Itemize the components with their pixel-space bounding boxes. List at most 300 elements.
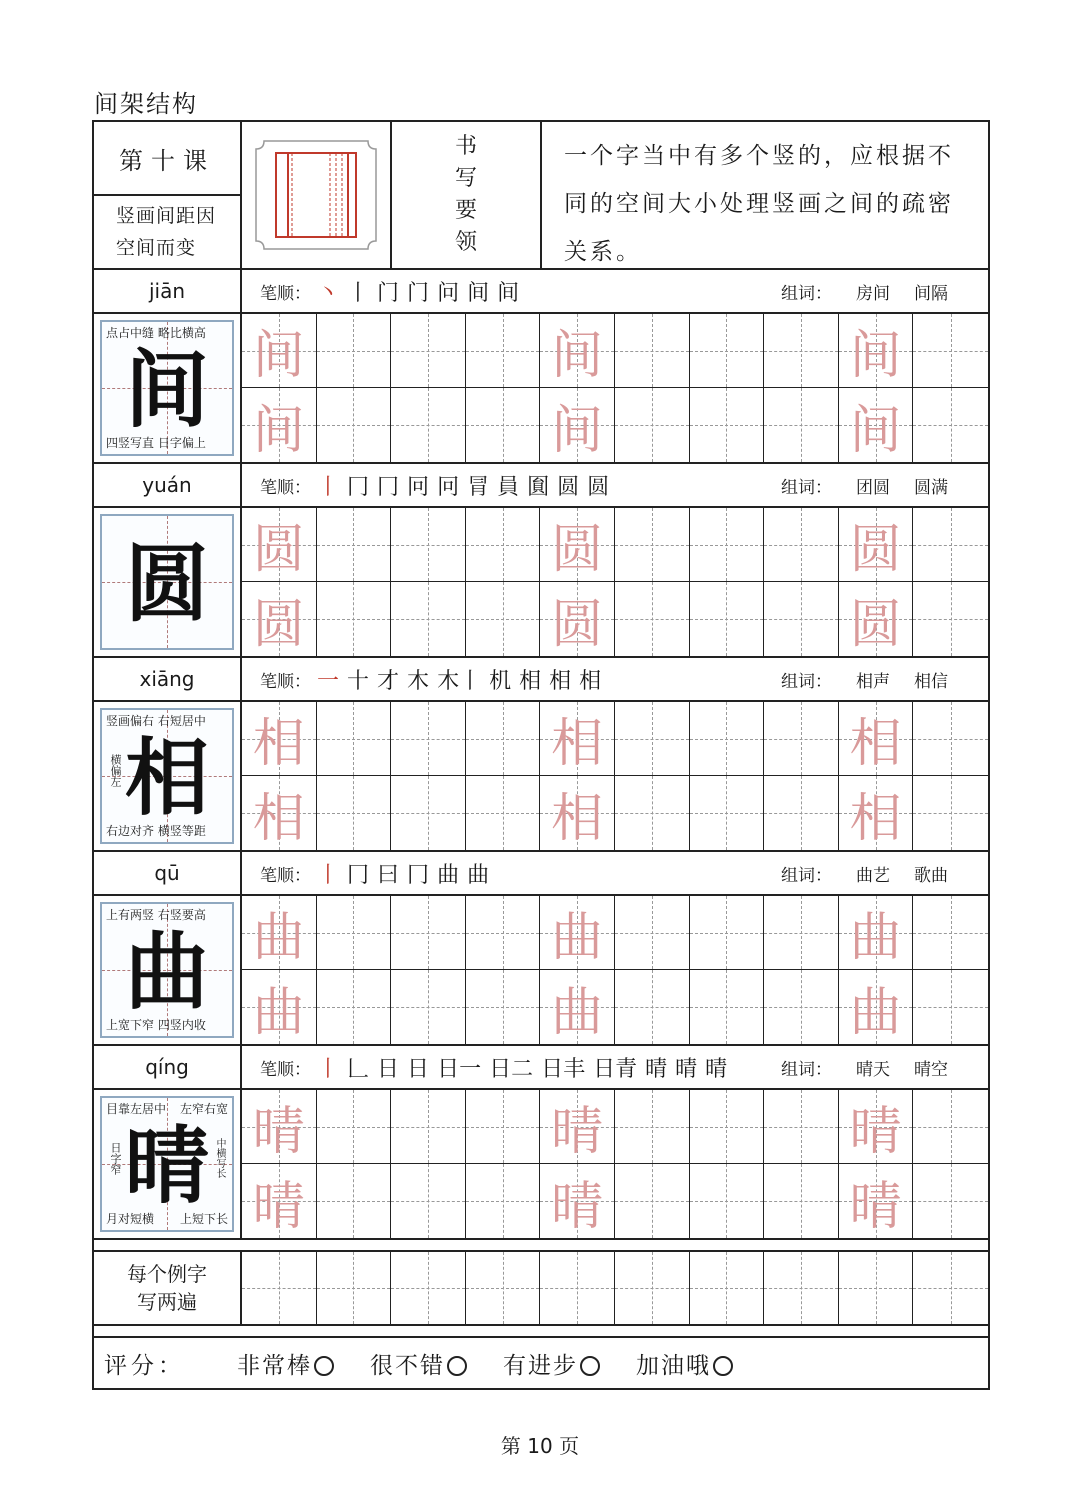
trace-character: 晴 bbox=[849, 1176, 902, 1237]
example-character: 曲 bbox=[124, 922, 209, 1021]
pinyin: xiāng bbox=[94, 658, 242, 700]
stroke-step: 𠃊 bbox=[347, 1056, 370, 1082]
practice-cell[interactable] bbox=[615, 702, 690, 776]
trace-character: 晴 bbox=[551, 1176, 604, 1237]
stroke-step: 日青 bbox=[593, 1056, 638, 1082]
lesson-subtitle bbox=[94, 196, 240, 268]
practice-cell[interactable] bbox=[839, 388, 914, 462]
practice-cell[interactable] bbox=[242, 896, 317, 970]
circle-checkbox-icon[interactable] bbox=[447, 1356, 467, 1376]
score-option-keep-going[interactable] bbox=[636, 1347, 733, 1380]
practice-cell[interactable] bbox=[242, 582, 317, 656]
practice-cell[interactable] bbox=[913, 970, 988, 1044]
practice-cell[interactable] bbox=[317, 582, 392, 656]
practice-cell[interactable] bbox=[764, 776, 839, 850]
practice-cell[interactable] bbox=[615, 508, 690, 582]
circle-checkbox-icon[interactable] bbox=[580, 1356, 600, 1376]
practice-cell[interactable] bbox=[540, 896, 615, 970]
stroke-step: 曰 bbox=[377, 862, 400, 888]
trace-character: 晴 bbox=[252, 1102, 305, 1162]
character-block bbox=[94, 464, 988, 658]
stroke-step: 日二 bbox=[489, 1056, 534, 1082]
word-group bbox=[781, 270, 948, 312]
practice-cell[interactable] bbox=[690, 582, 765, 656]
practice-cell[interactable] bbox=[615, 582, 690, 656]
example-character: 间 bbox=[124, 340, 209, 439]
practice-cell[interactable] bbox=[391, 776, 466, 850]
page-number: 第 10 页 bbox=[500, 1434, 580, 1458]
example-cell bbox=[94, 314, 242, 462]
example-word: 相声 bbox=[856, 671, 890, 692]
practice-row bbox=[94, 314, 988, 462]
practice-cell[interactable] bbox=[690, 970, 765, 1044]
practice-cell[interactable] bbox=[242, 314, 317, 388]
character-info-row bbox=[94, 1046, 988, 1090]
practice-cell[interactable] bbox=[913, 896, 988, 970]
practice-cell[interactable] bbox=[391, 702, 466, 776]
practice-cell[interactable] bbox=[764, 1090, 839, 1164]
trace-character: 相 bbox=[849, 788, 902, 849]
practice-cell[interactable] bbox=[690, 314, 765, 388]
stroke-step: 门 bbox=[407, 280, 430, 306]
writing-requirement: 一个字当中有多个竖的，应根据不同的空间大小处理竖画之间的疏密关系。 bbox=[564, 143, 954, 265]
trace-character: 间 bbox=[551, 400, 604, 461]
stroke-order bbox=[242, 658, 988, 700]
stroke-order bbox=[242, 1046, 988, 1088]
example-word: 歌曲 bbox=[914, 865, 948, 886]
practice-cell[interactable] bbox=[615, 776, 690, 850]
practice-cell[interactable] bbox=[466, 508, 541, 582]
practice-cell[interactable] bbox=[242, 508, 317, 582]
worksheet bbox=[92, 120, 990, 1390]
practice-cell[interactable] bbox=[615, 1252, 690, 1324]
score-option-great[interactable] bbox=[237, 1347, 334, 1380]
score-option-label: 加油哦 bbox=[636, 1352, 711, 1379]
stroke-step: 丶 bbox=[317, 280, 340, 306]
stroke-step: 冐 bbox=[467, 474, 490, 500]
practice-cell[interactable] bbox=[391, 1090, 466, 1164]
practice-row bbox=[94, 1090, 988, 1238]
practice-cell[interactable] bbox=[764, 1164, 839, 1238]
practice-cell[interactable] bbox=[466, 1090, 541, 1164]
writing-tip: 日字窄 bbox=[109, 1142, 122, 1175]
practice-cell[interactable] bbox=[615, 896, 690, 970]
pinyin: jiān bbox=[94, 270, 242, 312]
practice-cell[interactable] bbox=[540, 776, 615, 850]
example-cell bbox=[94, 508, 242, 656]
practice-cell[interactable] bbox=[391, 388, 466, 462]
practice-cell[interactable] bbox=[317, 388, 392, 462]
writing-key-label bbox=[392, 122, 542, 268]
trace-character: 曲 bbox=[849, 982, 902, 1043]
stroke-step: 间 bbox=[497, 280, 520, 306]
example-cell bbox=[94, 702, 242, 850]
stroke-order-label: 笔顺： bbox=[260, 1059, 311, 1080]
practice-cell[interactable] bbox=[242, 970, 317, 1044]
practice-cell[interactable] bbox=[764, 702, 839, 776]
score-label: 评分： bbox=[104, 1352, 185, 1379]
practice-cell[interactable] bbox=[466, 896, 541, 970]
stroke-step: 圆 bbox=[587, 474, 610, 500]
trace-character: 曲 bbox=[252, 908, 305, 968]
stroke-step: 日 bbox=[377, 1056, 400, 1082]
trace-character: 圆 bbox=[252, 520, 305, 580]
practice-cell[interactable] bbox=[615, 1164, 690, 1238]
stroke-step: 冂 bbox=[347, 474, 370, 500]
character-info-row bbox=[94, 270, 988, 314]
practice-cell[interactable] bbox=[913, 1090, 988, 1164]
practice-cell[interactable] bbox=[615, 970, 690, 1044]
word-group-label: 组词： bbox=[781, 477, 832, 498]
practice-cell[interactable] bbox=[913, 314, 988, 388]
practice-cell[interactable] bbox=[764, 314, 839, 388]
trace-character: 曲 bbox=[849, 908, 902, 968]
stroke-step: 曲 bbox=[467, 862, 490, 888]
pinyin: qū bbox=[94, 852, 242, 894]
diagram-illustration bbox=[250, 135, 382, 255]
stroke-step: 曲 bbox=[437, 862, 460, 888]
practice-cell[interactable] bbox=[391, 314, 466, 388]
lesson-subtitle-line: 空间而变 bbox=[116, 237, 197, 259]
word-group-label: 组词： bbox=[781, 283, 832, 304]
practice-grid bbox=[242, 1090, 988, 1238]
example-card bbox=[100, 708, 234, 844]
practice-all-label-line: 写两遍 bbox=[137, 1290, 197, 1314]
example-card bbox=[100, 514, 234, 650]
practice-cell[interactable] bbox=[764, 388, 839, 462]
practice-cell[interactable] bbox=[839, 508, 914, 582]
practice-cell[interactable] bbox=[913, 582, 988, 656]
writing-tip: 横偏左 bbox=[109, 754, 122, 787]
practice-cell[interactable] bbox=[317, 776, 392, 850]
stroke-step: 丨 bbox=[347, 280, 370, 306]
trace-character: 相 bbox=[551, 788, 604, 849]
practice-cell[interactable] bbox=[540, 582, 615, 656]
trace-character: 圆 bbox=[252, 594, 305, 655]
stroke-step: 冂 bbox=[347, 862, 370, 888]
trace-character: 圆 bbox=[551, 520, 604, 580]
stroke-step: 員 bbox=[497, 474, 520, 500]
practice-cell[interactable] bbox=[242, 1090, 317, 1164]
practice-cell[interactable] bbox=[839, 970, 914, 1044]
label-char: 书 bbox=[454, 134, 477, 159]
lesson-subtitle-line: 竖画间距因 bbox=[116, 205, 217, 227]
word-group bbox=[781, 852, 948, 894]
trace-character: 相 bbox=[551, 714, 604, 774]
spacer-row bbox=[94, 1240, 988, 1252]
practice-cell[interactable] bbox=[242, 1252, 317, 1324]
stroke-step: 机 bbox=[489, 668, 512, 694]
label-char: 写 bbox=[454, 166, 477, 191]
trace-character: 相 bbox=[849, 714, 902, 774]
practice-cell[interactable] bbox=[242, 1164, 317, 1238]
stroke-order bbox=[242, 270, 988, 312]
label-char: 领 bbox=[454, 230, 477, 255]
example-word: 间隔 bbox=[914, 283, 948, 304]
practice-cell[interactable] bbox=[466, 970, 541, 1044]
character-info-row bbox=[94, 658, 988, 702]
practice-cell[interactable] bbox=[839, 896, 914, 970]
example-cell bbox=[94, 1090, 242, 1238]
trace-character: 晴 bbox=[551, 1102, 604, 1162]
example-cell bbox=[94, 896, 242, 1044]
character-block bbox=[94, 1046, 988, 1240]
practice-cell[interactable] bbox=[764, 970, 839, 1044]
writing-tip: 右边对齐 横竖等距 bbox=[106, 824, 206, 838]
practice-cell[interactable] bbox=[839, 702, 914, 776]
practice-cell[interactable] bbox=[913, 776, 988, 850]
practice-cell[interactable] bbox=[242, 776, 317, 850]
practice-cell[interactable] bbox=[913, 388, 988, 462]
practice-cell[interactable] bbox=[391, 896, 466, 970]
practice-row bbox=[94, 702, 988, 850]
score-option-label: 非常棒 bbox=[237, 1352, 312, 1379]
practice-all-grid[interactable] bbox=[242, 1252, 988, 1324]
practice-grid bbox=[242, 314, 988, 462]
word-group bbox=[781, 464, 948, 506]
practice-cell[interactable] bbox=[466, 388, 541, 462]
example-word: 圆满 bbox=[914, 477, 948, 498]
writing-tip: 左窄右宽 bbox=[179, 1102, 228, 1116]
pinyin: yuán bbox=[94, 464, 242, 506]
trace-character: 圆 bbox=[849, 594, 902, 655]
writing-tip: 上有两竖 右竖要高 bbox=[106, 908, 206, 922]
stroke-step: 问 bbox=[437, 280, 460, 306]
word-group-label: 组词： bbox=[781, 1059, 832, 1080]
example-word: 相信 bbox=[914, 671, 948, 692]
practice-cell[interactable] bbox=[317, 314, 392, 388]
example-word: 曲艺 bbox=[856, 865, 890, 886]
practice-cell[interactable] bbox=[242, 388, 317, 462]
page-heading: 间架结构 bbox=[94, 90, 198, 118]
stroke-step: 日 bbox=[407, 1056, 430, 1082]
stroke-order-label: 笔顺： bbox=[260, 283, 311, 304]
practice-cell[interactable] bbox=[690, 1164, 765, 1238]
practice-cell[interactable] bbox=[764, 1252, 839, 1324]
stroke-step: 间 bbox=[467, 280, 490, 306]
practice-cell[interactable] bbox=[615, 314, 690, 388]
stroke-step: 一 bbox=[317, 668, 340, 694]
trace-character: 间 bbox=[252, 326, 305, 386]
practice-cell[interactable] bbox=[391, 1252, 466, 1324]
stroke-step: 十 bbox=[347, 668, 370, 694]
practice-cell[interactable] bbox=[839, 776, 914, 850]
word-group-label: 组词： bbox=[781, 865, 832, 886]
score-option-good[interactable] bbox=[370, 1347, 467, 1380]
practice-cell[interactable] bbox=[839, 314, 914, 388]
practice-cell[interactable] bbox=[690, 508, 765, 582]
practice-cell[interactable] bbox=[615, 1090, 690, 1164]
writing-tip: 中横写长 bbox=[214, 1138, 225, 1178]
practice-cell[interactable] bbox=[913, 702, 988, 776]
practice-cell[interactable] bbox=[391, 1164, 466, 1238]
practice-cell[interactable] bbox=[317, 1164, 392, 1238]
writing-tip: 月对短横 bbox=[106, 1212, 155, 1226]
practice-grid bbox=[242, 896, 988, 1044]
practice-cell[interactable] bbox=[466, 1164, 541, 1238]
pinyin: qíng bbox=[94, 1046, 242, 1088]
circle-checkbox-icon[interactable] bbox=[713, 1356, 733, 1376]
practice-cell[interactable] bbox=[839, 1252, 914, 1324]
character-info-row bbox=[94, 852, 988, 896]
example-character: 相 bbox=[124, 728, 209, 827]
practice-cell[interactable] bbox=[242, 702, 317, 776]
practice-cell[interactable] bbox=[839, 582, 914, 656]
stroke-step: 木 bbox=[407, 668, 430, 694]
stroke-step: 相 bbox=[519, 668, 542, 694]
character-info-row bbox=[94, 464, 988, 508]
writing-tip: 目靠左居中 bbox=[106, 1102, 167, 1116]
character-block bbox=[94, 270, 988, 464]
trace-character: 圆 bbox=[849, 520, 902, 580]
practice-cell[interactable] bbox=[466, 1252, 541, 1324]
trace-character: 圆 bbox=[551, 594, 604, 655]
vertical-strokes-diagram bbox=[242, 122, 392, 268]
character-block bbox=[94, 658, 988, 852]
practice-cell[interactable] bbox=[690, 388, 765, 462]
trace-character: 间 bbox=[849, 326, 902, 386]
trace-character: 晴 bbox=[849, 1102, 902, 1162]
score-option-progress[interactable] bbox=[503, 1347, 600, 1380]
practice-cell[interactable] bbox=[466, 776, 541, 850]
example-card bbox=[100, 1096, 234, 1232]
writing-tip: 上短下长 bbox=[179, 1212, 228, 1226]
practice-cell[interactable] bbox=[540, 388, 615, 462]
stroke-step: 日丰 bbox=[541, 1056, 586, 1082]
stroke-step: 晴 bbox=[675, 1056, 698, 1082]
practice-cell[interactable] bbox=[391, 508, 466, 582]
stroke-step: 丨 bbox=[317, 862, 340, 888]
stroke-step: 才 bbox=[377, 668, 400, 694]
trace-character: 曲 bbox=[551, 982, 604, 1043]
example-character: 晴 bbox=[124, 1116, 209, 1215]
practice-cell[interactable] bbox=[391, 582, 466, 656]
practice-cell[interactable] bbox=[317, 896, 392, 970]
stroke-step: 木丨 bbox=[437, 668, 482, 694]
practice-cell[interactable] bbox=[764, 896, 839, 970]
trace-character: 间 bbox=[551, 326, 604, 386]
stroke-step: 晴 bbox=[645, 1056, 668, 1082]
stroke-step: 冋 bbox=[437, 474, 460, 500]
example-word: 晴天 bbox=[856, 1059, 890, 1080]
practice-cell[interactable] bbox=[690, 1090, 765, 1164]
example-word: 房间 bbox=[856, 283, 890, 304]
practice-cell[interactable] bbox=[540, 314, 615, 388]
score-row bbox=[94, 1338, 988, 1388]
character-block bbox=[94, 852, 988, 1046]
stroke-step: 门 bbox=[377, 280, 400, 306]
practice-cell[interactable] bbox=[540, 1164, 615, 1238]
practice-cell[interactable] bbox=[764, 508, 839, 582]
word-group bbox=[781, 658, 948, 700]
practice-all-label bbox=[94, 1252, 242, 1324]
writing-tip: 四竖写直 日字偏上 bbox=[106, 436, 206, 450]
practice-cell[interactable] bbox=[317, 1090, 392, 1164]
practice-cell[interactable] bbox=[690, 776, 765, 850]
writing-tip: 竖画偏右 右短居中 bbox=[106, 714, 206, 728]
trace-character: 间 bbox=[252, 400, 305, 461]
stroke-step: 冂 bbox=[407, 862, 430, 888]
practice-all-row bbox=[94, 1252, 988, 1326]
practice-cell[interactable] bbox=[540, 508, 615, 582]
example-card bbox=[100, 320, 234, 456]
example-word: 晴空 bbox=[914, 1059, 948, 1080]
practice-row bbox=[94, 896, 988, 1044]
practice-cell[interactable] bbox=[839, 1090, 914, 1164]
stroke-step: 圎 bbox=[527, 474, 550, 500]
word-group bbox=[781, 1046, 948, 1088]
example-word: 团圆 bbox=[856, 477, 890, 498]
stroke-order-label: 笔顺： bbox=[260, 671, 311, 692]
example-card bbox=[100, 902, 234, 1038]
practice-cell[interactable] bbox=[690, 1252, 765, 1324]
practice-cell[interactable] bbox=[690, 896, 765, 970]
practice-cell[interactable] bbox=[466, 314, 541, 388]
circle-checkbox-icon[interactable] bbox=[314, 1356, 334, 1376]
stroke-step: 日一 bbox=[437, 1056, 482, 1082]
practice-cell[interactable] bbox=[913, 508, 988, 582]
stroke-step: 晴 bbox=[705, 1056, 728, 1082]
stroke-order bbox=[242, 464, 988, 506]
practice-cell[interactable] bbox=[466, 702, 541, 776]
practice-cell[interactable] bbox=[540, 1252, 615, 1324]
writing-tip: 上宽下窄 四竖内收 bbox=[106, 1018, 206, 1032]
stroke-order bbox=[242, 852, 988, 894]
practice-cell[interactable] bbox=[839, 1164, 914, 1238]
stroke-step: 冋 bbox=[407, 474, 430, 500]
label-char: 要 bbox=[454, 198, 477, 223]
practice-cell[interactable] bbox=[615, 388, 690, 462]
writing-tip: 点占中缝 略比横高 bbox=[106, 326, 206, 340]
practice-cell[interactable] bbox=[317, 702, 392, 776]
example-character: 圆 bbox=[124, 534, 209, 633]
practice-grid bbox=[242, 702, 988, 850]
practice-row bbox=[94, 508, 988, 656]
lesson-info bbox=[94, 122, 242, 268]
practice-cell[interactable] bbox=[540, 702, 615, 776]
stroke-order-label: 笔顺： bbox=[260, 865, 311, 886]
practice-cell[interactable] bbox=[913, 1164, 988, 1238]
score-option-label: 很不错 bbox=[370, 1352, 445, 1379]
lesson-title: 第十课 bbox=[94, 122, 240, 196]
trace-character: 曲 bbox=[551, 908, 604, 968]
trace-character: 相 bbox=[252, 788, 305, 849]
trace-character: 晴 bbox=[252, 1176, 305, 1237]
trace-character: 相 bbox=[252, 714, 305, 774]
stroke-order-label: 笔顺： bbox=[260, 477, 311, 498]
practice-all-label-line: 每个例字 bbox=[127, 1262, 207, 1286]
practice-cell[interactable] bbox=[317, 1252, 392, 1324]
stroke-step: 圆 bbox=[557, 474, 580, 500]
practice-cell[interactable] bbox=[764, 582, 839, 656]
practice-cell[interactable] bbox=[317, 970, 392, 1044]
practice-cell[interactable] bbox=[540, 970, 615, 1044]
stroke-step: 丨 bbox=[317, 1056, 340, 1082]
trace-character: 曲 bbox=[252, 982, 305, 1043]
practice-cell[interactable] bbox=[317, 508, 392, 582]
stroke-step: 相 bbox=[579, 668, 602, 694]
character-blocks bbox=[94, 270, 988, 1240]
practice-cell[interactable] bbox=[540, 1090, 615, 1164]
practice-cell[interactable] bbox=[690, 702, 765, 776]
practice-cell[interactable] bbox=[466, 582, 541, 656]
practice-cell[interactable] bbox=[913, 1252, 988, 1324]
trace-character: 间 bbox=[849, 400, 902, 461]
spacer-row bbox=[94, 1326, 988, 1338]
word-group-label: 组词： bbox=[781, 671, 832, 692]
practice-cell[interactable] bbox=[391, 970, 466, 1044]
practice-grid bbox=[242, 508, 988, 656]
